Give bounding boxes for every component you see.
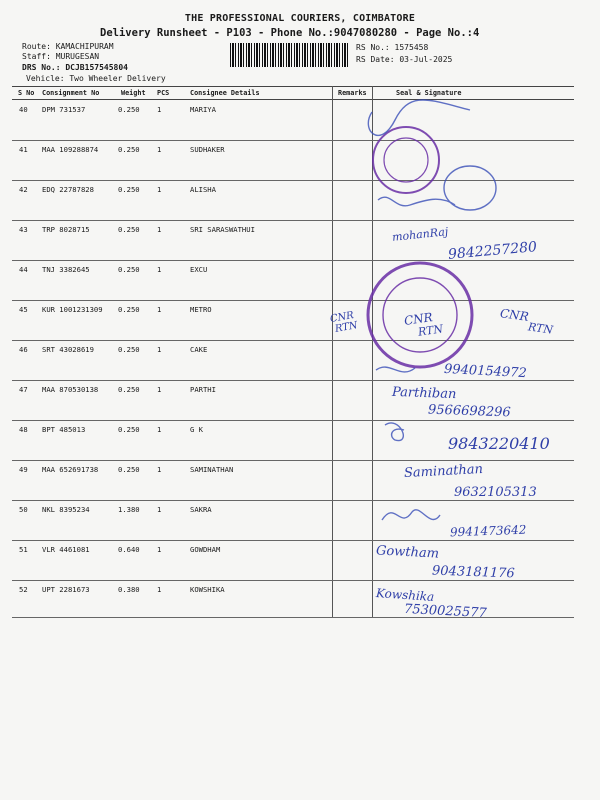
drs-label: DRS No.: xyxy=(22,63,61,72)
row-consignment: UPT 2281673 xyxy=(42,585,90,594)
handwriting-phone-6: 9941473642 xyxy=(449,522,527,540)
handwriting-phone-3: 9566698296 xyxy=(427,402,511,421)
handwriting-gowtham: Gowtham xyxy=(375,543,440,562)
handwriting-saminathan: Saminathan xyxy=(403,461,484,482)
row-consignee: PARTHI xyxy=(190,385,216,394)
handwriting-cnr-3: CNR xyxy=(499,306,530,324)
signature-scribble-sakra xyxy=(382,510,440,520)
row-consignee: SAKRA xyxy=(190,505,212,514)
handwriting-phone-7: 9043181176 xyxy=(431,563,515,582)
rs-no-label: RS No.: xyxy=(356,43,390,52)
signature-scribble-alisha xyxy=(378,197,455,206)
row-pcs: 1 xyxy=(157,385,162,394)
row-consignment: KUR 1001231309 xyxy=(42,305,103,314)
row-consignee: EXCU xyxy=(190,265,208,274)
drs-value: DCJB157545804 xyxy=(65,63,128,72)
col-sno: S No xyxy=(18,89,35,97)
handwriting-rtn-1: RTN xyxy=(334,320,359,335)
row-sno: 52 xyxy=(19,585,28,594)
row-consignment: MAA 652691738 xyxy=(42,465,99,474)
row-sno: 48 xyxy=(19,425,28,434)
col-consignee: Consignee Details xyxy=(190,89,260,97)
row-sno: 47 xyxy=(19,385,28,394)
signature-scribble-gk xyxy=(385,423,404,441)
handwriting-mohanraj: mohanRaj xyxy=(391,225,449,244)
signature-scribble-cake xyxy=(376,367,415,372)
row-consignment: DPM 731537 xyxy=(42,105,86,114)
col-pcs: PCS xyxy=(157,89,170,97)
row-pcs: 1 xyxy=(157,545,162,554)
route-value: KAMACHIPURAM xyxy=(55,42,114,51)
row-weight: 0.250 xyxy=(118,305,140,314)
row-consignee: G K xyxy=(190,425,203,434)
staff-value: MURUGESAN xyxy=(55,52,100,61)
row-pcs: 1 xyxy=(157,265,162,274)
row-sno: 40 xyxy=(19,105,28,114)
row-sno: 42 xyxy=(19,185,28,194)
row-pcs: 1 xyxy=(157,145,162,154)
row-pcs: 1 xyxy=(157,225,162,234)
row-consignee: GOWDHAM xyxy=(190,545,221,554)
row-consignee: SAMINATHAN xyxy=(190,465,234,474)
handwriting-cnr-2: CNR xyxy=(403,310,434,328)
row-consignee: CAKE xyxy=(190,345,208,354)
row-weight: 0.250 xyxy=(118,345,140,354)
handwriting-rtn-3: RTN xyxy=(527,320,554,337)
row-pcs: 1 xyxy=(157,305,162,314)
row-consignee: METRO xyxy=(190,305,212,314)
row-consignee: MARIYA xyxy=(190,105,216,114)
handwriting-cnr-1: CNR xyxy=(329,310,355,325)
col-weight: Weight xyxy=(121,89,146,97)
handwriting-phone-2: 9940154972 xyxy=(443,361,528,382)
row-sno: 43 xyxy=(19,225,28,234)
vehicle-value: Two Wheeler Delivery xyxy=(69,74,166,83)
handwriting-phone-5: 9632105313 xyxy=(454,485,537,500)
handwriting-kowshika: Kowshika xyxy=(375,585,435,605)
rs-date-label: RS Date: xyxy=(356,55,395,64)
row-sno: 46 xyxy=(19,345,28,354)
row-consignee: ALISHA xyxy=(190,185,216,194)
row-weight: 0.380 xyxy=(118,585,140,594)
row-pcs: 1 xyxy=(157,465,162,474)
row-pcs: 1 xyxy=(157,505,162,514)
route-label: Route: xyxy=(22,42,51,51)
row-pcs: 1 xyxy=(157,585,162,594)
col-remarks: Remarks xyxy=(338,89,367,97)
handwriting-rtn-2: RTN xyxy=(417,322,444,339)
handwriting-phone-8: 7530025577 xyxy=(403,601,488,622)
handwriting-phone-4: 9843220410 xyxy=(448,434,550,453)
row-consignment: TRP 8028715 xyxy=(42,225,90,234)
handwriting-phone-1: 9842257280 xyxy=(447,239,538,263)
row-pcs: 1 xyxy=(157,105,162,114)
row-consignment: VLR 4461081 xyxy=(42,545,90,554)
row-pcs: 1 xyxy=(157,345,162,354)
row-sno: 51 xyxy=(19,545,28,554)
row-weight: 1.380 xyxy=(118,505,140,514)
courier-stamp-1 xyxy=(373,127,439,193)
row-consignment: SRT 43028619 xyxy=(42,345,94,354)
row-consignment: MAA 109288874 xyxy=(42,145,99,154)
row-consignee: SRI SARASWATHUI xyxy=(190,225,255,234)
rs-date-value: 03-Jul-2025 xyxy=(399,55,453,64)
handwriting-parthiban: Parthiban xyxy=(391,384,457,403)
col-seal: Seal & Signature xyxy=(396,89,462,97)
row-sno: 45 xyxy=(19,305,28,314)
row-weight: 0.250 xyxy=(118,225,140,234)
row-sno: 49 xyxy=(19,465,28,474)
row-sno: 44 xyxy=(19,265,28,274)
row-weight: 0.250 xyxy=(118,465,140,474)
row-sno: 41 xyxy=(19,145,28,154)
courier-stamp-1-inner xyxy=(384,138,428,182)
runsheet-title: Delivery Runsheet - P103 - Phone No.:9047080280 - Page No.:4 xyxy=(100,27,480,39)
row-weight: 0.250 xyxy=(118,425,140,434)
company-title: THE PROFESSIONAL COURIERS, COIMBATORE xyxy=(184,13,416,24)
row-weight: 0.250 xyxy=(118,385,140,394)
row-weight: 0.250 xyxy=(118,185,140,194)
row-consignee: SUDHAKER xyxy=(190,145,225,154)
row-weight: 0.250 xyxy=(118,105,140,114)
row-weight: 0.250 xyxy=(118,265,140,274)
row-weight: 0.640 xyxy=(118,545,140,554)
rs-no-value: 1575458 xyxy=(394,43,429,52)
row-sno: 50 xyxy=(19,505,28,514)
row-pcs: 1 xyxy=(157,185,162,194)
row-weight: 0.250 xyxy=(118,145,140,154)
row-pcs: 1 xyxy=(157,425,162,434)
staff-label: Staff: xyxy=(22,52,51,61)
col-consignment: Consignment No xyxy=(42,89,100,97)
row-consignment: EDQ 22787828 xyxy=(42,185,94,194)
row-consignment: BPT 485013 xyxy=(42,425,86,434)
row-consignment: NKL 8395234 xyxy=(42,505,90,514)
row-consignee: KOWSHIKA xyxy=(190,585,225,594)
row-consignment: MAA 870530138 xyxy=(42,385,99,394)
row-consignment: TNJ 3382645 xyxy=(42,265,90,274)
vehicle-label: Vehicle: xyxy=(26,74,65,83)
